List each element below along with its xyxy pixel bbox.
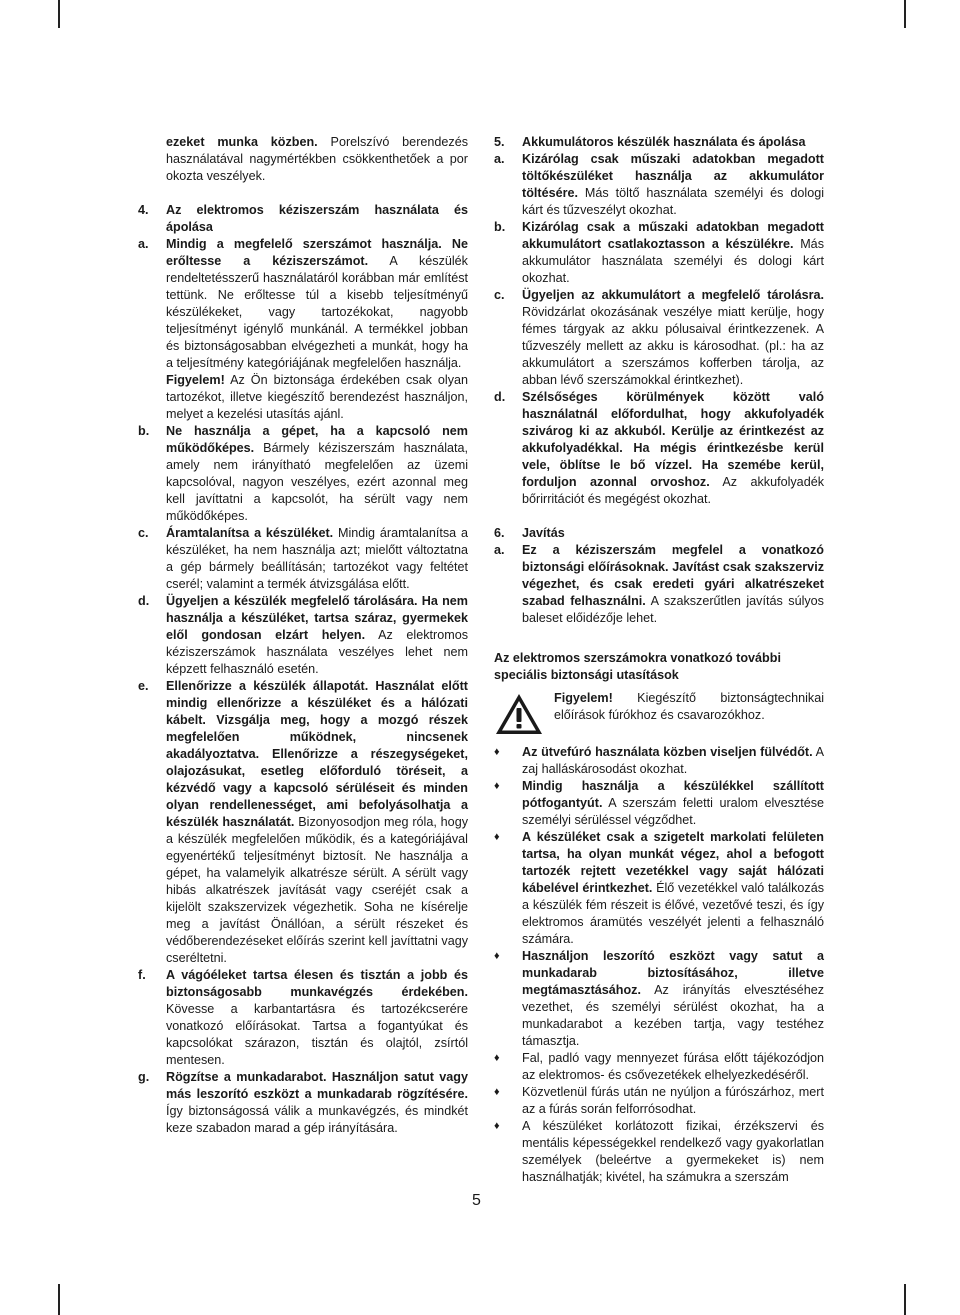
warning-box	[494, 690, 824, 736]
bullet-diamond-icon: ♦	[494, 831, 500, 843]
item-4d	[138, 593, 468, 678]
item-4g	[138, 1069, 468, 1137]
bullet-bold: Használjon leszorító eszközt vagy satut a munkadarab biztosításához, illetve megtámasztásához.	[522, 949, 824, 997]
item-6a-marker: a.	[494, 543, 505, 557]
item-5d-bold: Szélsőséges körülmények között való használatnál előfordulhat, hogy akkufolyadék szivárog ki az akkuból. Kerülje az érintkezést az akkufolyadékkal. Ha mégis érintkezésbe kerül vele, öblítse le bő vízzel. Ha szemébe kerül, forduljon azonnal orvoshoz.	[522, 390, 824, 489]
left-column	[138, 134, 468, 1137]
bullet-diamond-icon: ♦	[494, 780, 500, 792]
item-5c	[494, 287, 824, 389]
warning-triangle-icon	[494, 692, 544, 736]
item-4f-text: Kövesse a karbantartásra és tartozékcserére vonatkozó előírásokat. Tartsa a fogantyúkat és kapcsolókat szárazon, tisztán és olajtól, zsírtól mentesen.	[166, 1002, 468, 1067]
item-4a-text: A készülék rendeltetésszerű használatáról korábban már említést tettünk. Ne erőltesse túl a kisebb teljesítményű készülékeket, vagy tartozékokat, nagyobb teljesítményt igénylő munkánál. A termékkel jobban és biztonságosabban elvégezheti a munkát, hogy ha a teljesítmény kategóriájának megfelelően használja.	[166, 254, 468, 370]
item-5b	[494, 219, 824, 287]
bullet-text: Élő vezetékkel való találkozás a készülék fém részeit is élővé, vezetővé teszi, és így elektromos áramütés veszélyét jelenti a felhasználó számára.	[522, 881, 824, 946]
section-4-heading	[138, 202, 468, 236]
bullet-diamond-icon: ♦	[494, 746, 500, 758]
item-5a	[494, 151, 824, 219]
item-4a-note-text: Az Ön biztonsága érdekében csak olyan tartozékot, illetve kiegészítő berendezést használjon, melyet a kezelési utasítás ajánl.	[166, 373, 468, 421]
bullet-diamond-icon: ♦	[494, 1120, 500, 1132]
item-4c-marker: c.	[138, 526, 149, 540]
crop-mark-top-left	[58, 0, 60, 28]
item-5d-text: Az akkufolyadék bőrirritációt és megégést okozhat.	[522, 475, 824, 506]
item-4a-marker: a.	[138, 237, 149, 251]
item-4a-bold: Mindig a megfelelő szerszámot használja. Ne erőltesse a kéziszerszámot.	[166, 237, 468, 268]
section-5-heading	[494, 134, 824, 151]
item-4e-text: Bizonyosodjon meg róla, hogy a készülék megfelelően működik, és a kategóriájával egyenértékű teljesítményt biztosít. Ne használja a gépet, ha valamelyik alkatrésze sérült. A sérült vagy hibás alkatrészek javítását vagy cseréjét csak a kijelölt szakszervizek végezhetik. Soha ne kísérelje meg a javítást Önállóan, a sérült részeket és védőberendezéseket előírás szerint kell javíttatni vagy cseréltetni.	[166, 815, 468, 965]
item-4g-bold: Rögzítse a munkadarabot. Használjon satut vagy más leszorító eszközt a munkadarab rögzítésére.	[166, 1070, 468, 1101]
item-4d-bold: Ügyeljen a készülék megfelelő tárolására. Ha nem használja a készüléket, tartsa száraz, gyermekek elől gondosan elzárt helyen.	[166, 594, 468, 642]
item-5c-text: Rövidzárlat okozásának veszélye miatt kerülje, hogy fémes tárgyak az akku pólusaival érintkezzenek. A tűzveszély mellett az akku is károsodhat. (pl.: ha az akkumulátort a szerszámos kofferben tárolja, az abban lévő szerszámokkal érintkezhet).	[522, 305, 824, 387]
bullet-item	[494, 1050, 824, 1084]
item-4d-text: Az elektromos kéziszerszámok használata veszélyes lehet nem képzett felhasználó esetén.	[166, 628, 469, 676]
bullet-text: A zaj halláskárosodást okozhat.	[522, 745, 824, 776]
bullet-diamond-icon: ♦	[494, 1052, 500, 1064]
bullet-item	[494, 778, 824, 829]
item-5b-marker: b.	[494, 220, 506, 234]
item-4b-marker: b.	[138, 424, 150, 438]
item-5b-text: Más akkumulátor használata személyi és dologi kárt okozhat.	[522, 237, 824, 285]
bullet-diamond-icon: ♦	[494, 1086, 500, 1098]
bullet-text: Közvetlenül fúrás után ne nyúljon a fúrószárhoz, mert az a fúrás során felforrósodhat.	[522, 1085, 824, 1116]
bullet-bold: Mindig használja a készülékkel szállított pótfogantyút.	[522, 779, 824, 810]
section-6-title: Javítás	[522, 526, 565, 540]
item-4e-marker: e.	[138, 679, 149, 693]
bullet-text: Fal, padló vagy mennyezet fúrása előtt tájékozódjon az elektromos- és csővezetékek elhelyezkedéséről.	[522, 1051, 824, 1082]
item-5a-bold: Kizárólag csak műszaki adatokban megadott töltőkészüléket használja az akkumulátor töltésére.	[522, 152, 824, 200]
crop-mark-top-right	[904, 0, 906, 28]
intro-text: Porelszívó berendezés használatával nagymértékben csökkenthetőek a por okozta veszélyek.	[166, 135, 468, 183]
warning-body: Kiegészítő biztonságtechnikai előírások fúrókhoz és csavarozókhoz.	[554, 691, 824, 722]
item-5a-text: Más töltő használata személyi és dologi kárt és tűzveszélyt okozhat.	[522, 186, 824, 217]
item-4a	[138, 236, 468, 372]
bullet-item	[494, 1084, 824, 1118]
section-4-number: 4.	[138, 203, 149, 217]
page-number: 5	[472, 1192, 481, 1209]
bullet-text: Az irányítás elvesztéséhez vezethet, és személyi sérülést okozhat, ha a munkadarabot a kezében tartja, vagy testéhez támasztja.	[522, 983, 824, 1048]
section-5-title: Akkumulátoros készülék használata és ápolása	[522, 135, 806, 149]
item-4b-text: Bármely kéziszerszám használata, amely nem irányítható megfelelően az üzemi kapcsolóval, nagyon veszélyes, ezért azonnal meg kell javíttatni a kapcsolót, ha sérült vagy nem működőképes.	[166, 441, 468, 523]
item-4f-marker: f.	[138, 968, 146, 982]
right-column	[494, 134, 824, 1186]
item-4b	[138, 423, 468, 525]
warning-text	[554, 690, 824, 724]
bullet-bold: A készüléket csak a szigetelt markolati felületen tartsa, ha olyan munkát végez, ahol a befogott tartozék rejtett vezetékkel vagy saját hálózati kábelével érintkezhet.	[522, 830, 824, 895]
bullet-item	[494, 744, 824, 778]
item-4a-note	[166, 372, 468, 423]
item-6a-bold: Ez a kéziszerszám megfelel a vonatkozó biztonsági előírásoknak. Javítást csak szakszerviz végezhet, és csak eredeti gyári alkatrészeket szabad felhasználni.	[522, 543, 824, 608]
item-5d-marker: d.	[494, 390, 506, 404]
item-5b-bold: Kizárólag csak a műszaki adatokban megadott akkumulátort csatlakoztasson a készülékre.	[522, 220, 824, 251]
special-instructions-title: Az elektromos szerszámokra vonatkozó további speciális biztonsági utasítások	[494, 651, 781, 682]
bullet-bold: Az ütvefúró használata közben viseljen fülvédőt.	[522, 745, 813, 759]
intro-paragraph	[166, 134, 468, 185]
bullet-item	[494, 948, 824, 1050]
section-5-number: 5.	[494, 135, 505, 149]
item-5c-marker: c.	[494, 288, 505, 302]
item-6a	[494, 542, 824, 627]
intro-bold: ezeket munka közben.	[166, 135, 318, 149]
item-4e	[138, 678, 468, 967]
crop-mark-bottom-left	[58, 1284, 60, 1315]
bullet-list	[494, 744, 824, 1186]
bullet-diamond-icon: ♦	[494, 950, 500, 962]
item-4c-bold: Áramtalanítsa a készüléket.	[166, 526, 334, 540]
item-4g-text: Így biztonságossá válik a munkavégzés, és mindkét keze szabadon marad a gép irányítására.	[166, 1104, 468, 1135]
item-4c	[138, 525, 468, 593]
item-5d	[494, 389, 824, 508]
warning-bold: Figyelem!	[554, 691, 613, 705]
item-4d-marker: d.	[138, 594, 150, 608]
crop-mark-bottom-right	[904, 1284, 906, 1315]
item-5a-marker: a.	[494, 152, 505, 166]
bullet-text: A készüléket korlátozott fizikai, érzékszervi és mentális képességekkel rendelkező vagy gyakorlatlan személyek (beleértve a gyermekeket is) nem használhatják; kivétel, ha számukra a szerszám	[522, 1119, 824, 1184]
section-4-title: Az elektromos kéziszerszám használata és ápolása	[166, 203, 468, 234]
item-4f-bold: A vágóéleket tartsa élesen és tisztán a jobb és biztonságosabb munkavégzés érdekében.	[166, 968, 468, 999]
bullet-text: A szerszám feletti uralom elvesztése személyi sérüléssel végződhet.	[522, 796, 824, 827]
bullet-item	[494, 829, 824, 948]
item-4b-bold: Ne használja a gépet, ha a kapcsoló nem működőképes.	[166, 424, 468, 455]
item-6a-text: A szakszerűtlen javítás súlyos baleset előidézője lehet.	[522, 594, 824, 625]
item-4c-text: Mindig áramtalanítsa a készüléket, ha nem használja azt; mielőtt változtatna a gép bármely beállításán; tartozékot vagy feltétet cserél; valamint a termék átvizsgálása előtt.	[166, 526, 468, 591]
item-4e-bold: Ellenőrizze a készülék állapotát. Használat előtt mindig ellenőrizze a készüléket és a hálózati kábelt. Vizsgálja meg, hogy a mozgó részek megfelelően működnek, nincsenek akadályoztatva. Ellenőrizze a részegységeket, olajozásukat, esetleg előforduló töréseit, a kézvédő vagy a kapcsoló sérüléseit és minden olyan rendellenességet, ami befolyásolhatja a készülék használatát.	[166, 679, 468, 829]
item-4a-note-bold: Figyelem!	[166, 373, 225, 387]
item-4f	[138, 967, 468, 1069]
section-6-number: 6.	[494, 526, 505, 540]
bullet-item	[494, 1118, 824, 1186]
section-6-heading	[494, 525, 824, 542]
item-4g-marker: g.	[138, 1070, 150, 1084]
item-5c-bold: Ügyeljen az akkumulátort a megfelelő tárolásra.	[522, 288, 824, 302]
